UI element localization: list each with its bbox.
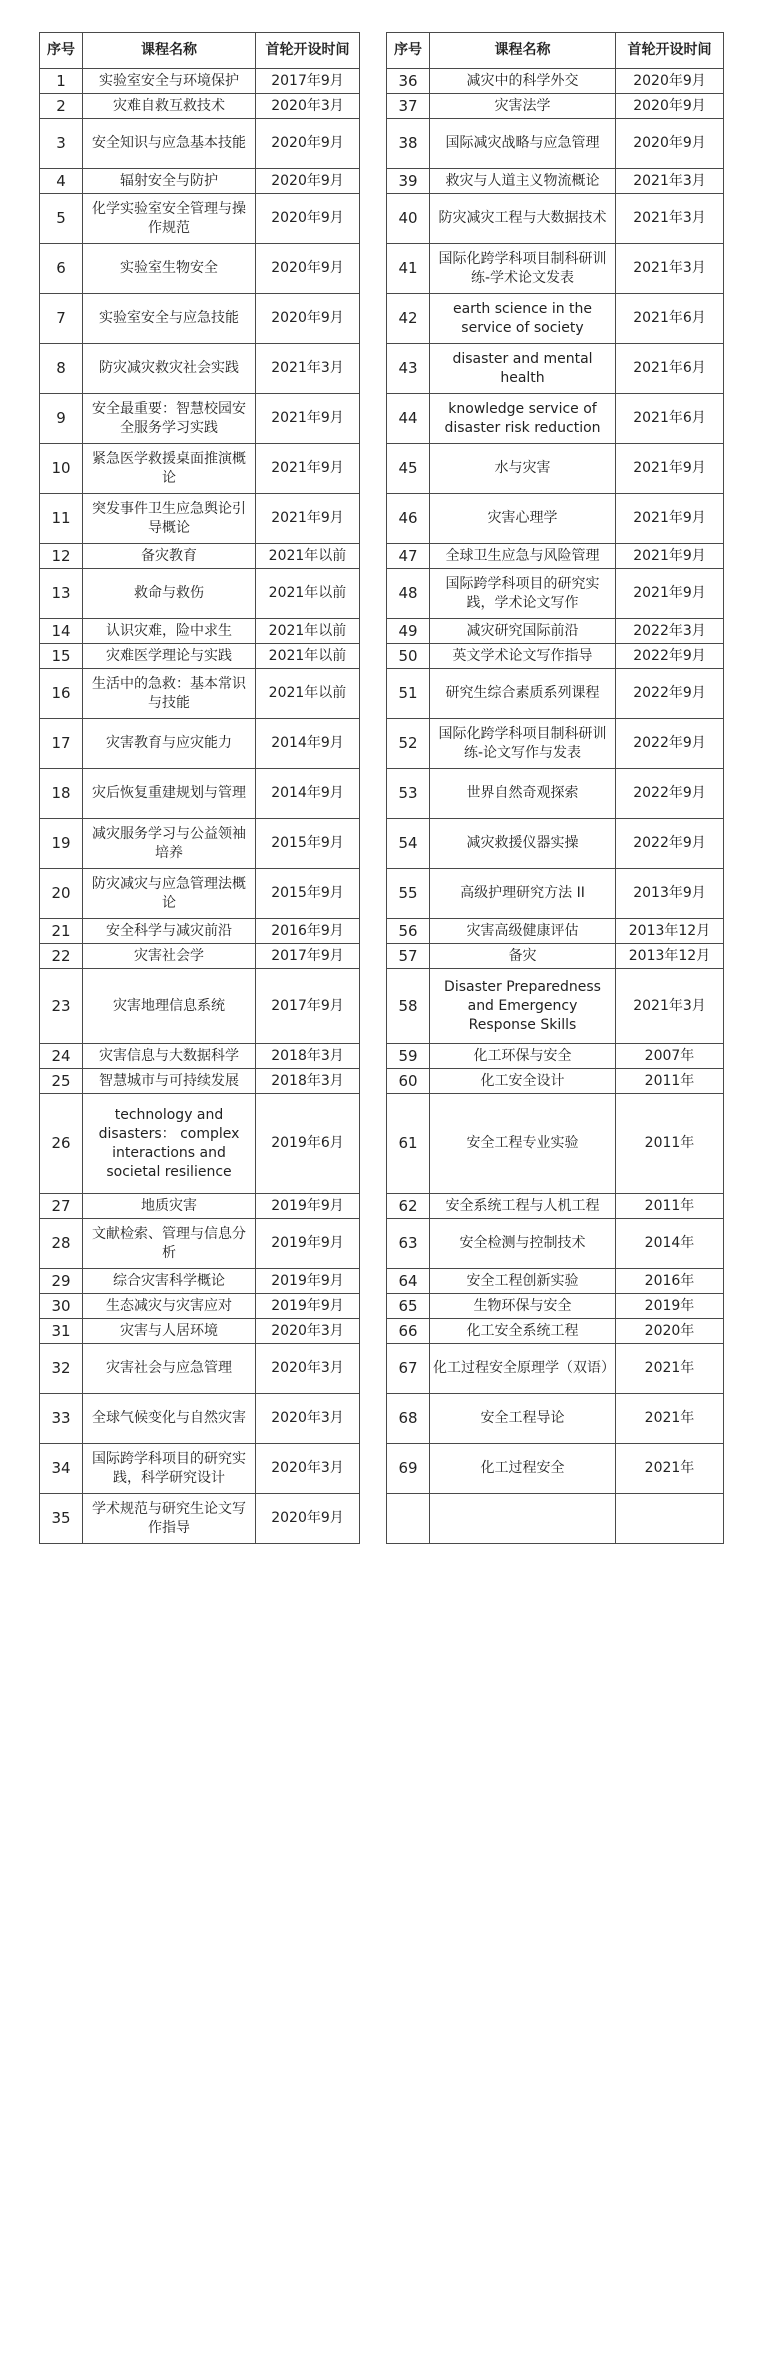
course-start-time: 2020年9月 — [256, 294, 360, 344]
course-start-time: 2022年9月 — [616, 819, 724, 869]
course-start-time: 2019年9月 — [256, 1194, 360, 1219]
course-name: 灾害与人居环境 — [83, 1319, 256, 1344]
course-number: 65 — [387, 1294, 430, 1319]
course-name: 备灾 — [430, 944, 616, 969]
course-name: 实验室生物安全 — [83, 244, 256, 294]
course-name: 认识灾难，险中求生 — [83, 619, 256, 644]
course-name: 安全检测与控制技术 — [430, 1219, 616, 1269]
table-row — [387, 569, 724, 619]
course-name: 生活中的急救：基本常识与技能 — [83, 669, 256, 719]
course-name: earth science in the service of society — [430, 294, 616, 344]
course-name: 安全工程创新实验 — [430, 1269, 616, 1294]
course-number: 5 — [40, 194, 83, 244]
course-start-time: 2011年 — [616, 1094, 724, 1194]
course-name: 国际跨学科项目的研究实践，学术论文写作 — [430, 569, 616, 619]
course-number: 16 — [40, 669, 83, 719]
table-row — [387, 544, 724, 569]
table-row — [40, 1044, 360, 1069]
table-row — [387, 1394, 724, 1444]
course-start-time: 2011年 — [616, 1194, 724, 1219]
course-number: 36 — [387, 69, 430, 94]
course-number: 4 — [40, 169, 83, 194]
course-start-time: 2022年9月 — [616, 769, 724, 819]
course-start-time: 2018年3月 — [256, 1044, 360, 1069]
course-start-time: 2021年 — [616, 1394, 724, 1444]
table-row — [387, 94, 724, 119]
course-name: 安全最重要：智慧校园安全服务学习实践 — [83, 394, 256, 444]
table-row — [40, 869, 360, 919]
course-number: 35 — [40, 1494, 83, 1544]
table-row — [40, 69, 360, 94]
course-start-time: 2021年以前 — [256, 644, 360, 669]
course-number: 37 — [387, 94, 430, 119]
course-name: 化工安全系统工程 — [430, 1319, 616, 1344]
course-start-time: 2022年9月 — [616, 719, 724, 769]
course-start-time: 2021年 — [616, 1444, 724, 1494]
course-number: 48 — [387, 569, 430, 619]
course-number: 39 — [387, 169, 430, 194]
course-number: 27 — [40, 1194, 83, 1219]
course-number: 20 — [40, 869, 83, 919]
course-name: 备灾教育 — [83, 544, 256, 569]
table-row — [40, 544, 360, 569]
course-start-time: 2021年以前 — [256, 569, 360, 619]
course-start-time: 2011年 — [616, 1069, 724, 1094]
course-start-time: 2019年9月 — [256, 1294, 360, 1319]
course-name: 化工环保与安全 — [430, 1044, 616, 1069]
course-number: 22 — [40, 944, 83, 969]
course-number: 46 — [387, 494, 430, 544]
course-start-time: 2020年 — [616, 1319, 724, 1344]
table-row — [40, 769, 360, 819]
course-name: 突发事件卫生应急舆论引导概论 — [83, 494, 256, 544]
course-start-time: 2018年3月 — [256, 1069, 360, 1094]
course-number: 41 — [387, 244, 430, 294]
course-start-time: 2013年9月 — [616, 869, 724, 919]
course-name: 减灾中的科学外交 — [430, 69, 616, 94]
course-number: 18 — [40, 769, 83, 819]
course-start-time: 2021年以前 — [256, 544, 360, 569]
course-number: 69 — [387, 1444, 430, 1494]
course-name: 化工安全设计 — [430, 1069, 616, 1094]
table-row — [387, 244, 724, 294]
course-number: 11 — [40, 494, 83, 544]
course-name: 防灾减灾工程与大数据技术 — [430, 194, 616, 244]
table-row — [387, 119, 724, 169]
course-start-time: 2017年9月 — [256, 944, 360, 969]
table-row — [40, 344, 360, 394]
course-number: 55 — [387, 869, 430, 919]
course-start-time: 2019年9月 — [256, 1269, 360, 1294]
course-number: 2 — [40, 94, 83, 119]
course-start-time: 2021年3月 — [616, 169, 724, 194]
table-row — [387, 619, 724, 644]
table-row — [40, 719, 360, 769]
course-number: 38 — [387, 119, 430, 169]
table-row — [40, 194, 360, 244]
course-start-time: 2021年6月 — [616, 344, 724, 394]
course-name: 灾害社会学 — [83, 944, 256, 969]
course-number: 43 — [387, 344, 430, 394]
course-number: 57 — [387, 944, 430, 969]
course-start-time: 2020年9月 — [616, 94, 724, 119]
table-row — [40, 294, 360, 344]
course-start-time: 2021年9月 — [616, 494, 724, 544]
course-name: 灾难自救互救技术 — [83, 94, 256, 119]
course-name: 紧急医学救援桌面推演概论 — [83, 444, 256, 494]
table-row — [387, 494, 724, 544]
course-name: 水与灾害 — [430, 444, 616, 494]
course-name: 实验室安全与应急技能 — [83, 294, 256, 344]
table-row — [40, 1294, 360, 1319]
course-start-time: 2021年3月 — [616, 194, 724, 244]
table-row — [40, 169, 360, 194]
table-row — [40, 944, 360, 969]
course-start-time: 2022年9月 — [616, 644, 724, 669]
table-row — [387, 194, 724, 244]
course-start-time: 2021年6月 — [616, 394, 724, 444]
course-number: 12 — [40, 544, 83, 569]
table-row — [387, 69, 724, 94]
course-number: 3 — [40, 119, 83, 169]
course-number: 60 — [387, 1069, 430, 1094]
table-row — [387, 1344, 724, 1394]
course-name: 安全知识与应急基本技能 — [83, 119, 256, 169]
table-row — [387, 394, 724, 444]
course-number: 14 — [40, 619, 83, 644]
course-name: 安全工程导论 — [430, 1394, 616, 1444]
table-row — [387, 944, 724, 969]
course-number: 9 — [40, 394, 83, 444]
course-start-time: 2015年9月 — [256, 869, 360, 919]
table-row — [387, 869, 724, 919]
course-number: 24 — [40, 1044, 83, 1069]
course-number: 10 — [40, 444, 83, 494]
course-start-time: 2021年9月 — [616, 544, 724, 569]
course-name: 实验室安全与环境保护 — [83, 69, 256, 94]
course-start-time: 2014年9月 — [256, 769, 360, 819]
course-number: 40 — [387, 194, 430, 244]
table-row — [40, 119, 360, 169]
course-name: 灾难医学理论与实践 — [83, 644, 256, 669]
table-row — [40, 1494, 360, 1544]
course-number: 30 — [40, 1294, 83, 1319]
course-name: 地质灾害 — [83, 1194, 256, 1219]
course-number: 6 — [40, 244, 83, 294]
course-start-time: 2021年6月 — [616, 294, 724, 344]
course-start-time: 2021年3月 — [616, 244, 724, 294]
course-number: 63 — [387, 1219, 430, 1269]
course-start-time: 2020年9月 — [616, 119, 724, 169]
course-number: 34 — [40, 1444, 83, 1494]
course-name: 灾害地理信息系统 — [83, 969, 256, 1044]
course-number: 66 — [387, 1319, 430, 1344]
table-row — [387, 1069, 724, 1094]
course-number: 28 — [40, 1219, 83, 1269]
course-number: 67 — [387, 1344, 430, 1394]
course-number: 26 — [40, 1094, 83, 1194]
table-row — [387, 1319, 724, 1344]
course-number: 56 — [387, 919, 430, 944]
course-start-time: 2020年9月 — [256, 169, 360, 194]
table-row — [40, 569, 360, 619]
course-number: 31 — [40, 1319, 83, 1344]
table-row — [387, 719, 724, 769]
table-row — [387, 644, 724, 669]
course-number: 33 — [40, 1394, 83, 1444]
course-table-right — [386, 32, 724, 1544]
course-name: 灾害高级健康评估 — [430, 919, 616, 944]
course-number: 7 — [40, 294, 83, 344]
course-start-time: 2013年12月 — [616, 919, 724, 944]
table-row — [40, 1269, 360, 1294]
course-number: 49 — [387, 619, 430, 644]
course-name: 灾害心理学 — [430, 494, 616, 544]
course-start-time: 2016年 — [616, 1269, 724, 1294]
course-start-time: 2020年3月 — [256, 1444, 360, 1494]
course-name: 防灾减灾救灾社会实践 — [83, 344, 256, 394]
course-name: 灾害社会与应急管理 — [83, 1344, 256, 1394]
course-name: 化学实验室安全管理与操作规范 — [83, 194, 256, 244]
course-name: 国际化跨学科项目制科研训练-学术论文发表 — [430, 244, 616, 294]
course-name: 化工过程安全 — [430, 1444, 616, 1494]
course-start-time: 2020年9月 — [256, 1494, 360, 1544]
course-number: 51 — [387, 669, 430, 719]
course-number: 32 — [40, 1344, 83, 1394]
course-start-time: 2019年 — [616, 1294, 724, 1319]
course-name: 世界自然奇观探索 — [430, 769, 616, 819]
course-start-time: 2022年9月 — [616, 669, 724, 719]
table-row — [387, 819, 724, 869]
table-row — [387, 1094, 724, 1194]
course-name: technology and disasters： complex interactions and societal resilience — [83, 1094, 256, 1194]
course-name: knowledge service of disaster risk reduction — [430, 394, 616, 444]
table-row — [387, 1044, 724, 1069]
course-number: 15 — [40, 644, 83, 669]
table-row — [40, 1319, 360, 1344]
table-row — [40, 1194, 360, 1219]
course-name: 国际减灾战略与应急管理 — [430, 119, 616, 169]
table-row — [40, 644, 360, 669]
course-start-time — [616, 1494, 724, 1544]
table-row — [387, 1444, 724, 1494]
course-start-time: 2014年9月 — [256, 719, 360, 769]
course-start-time: 2020年9月 — [616, 69, 724, 94]
course-number: 52 — [387, 719, 430, 769]
course-number: 13 — [40, 569, 83, 619]
course-number: 17 — [40, 719, 83, 769]
table-row — [40, 494, 360, 544]
header-course-name: 课程名称 — [430, 33, 616, 69]
course-start-time: 2021年9月 — [256, 494, 360, 544]
course-name: 辐射安全与防护 — [83, 169, 256, 194]
course-name: 化工过程安全原理学（双语） — [430, 1344, 616, 1394]
course-number: 42 — [387, 294, 430, 344]
course-name: 生态减灾与灾害应对 — [83, 1294, 256, 1319]
course-start-time: 2020年3月 — [256, 94, 360, 119]
course-number: 61 — [387, 1094, 430, 1194]
table-row — [40, 1094, 360, 1194]
table-row — [387, 769, 724, 819]
course-name: 灾害教育与应灾能力 — [83, 719, 256, 769]
course-name: 英文学术论文写作指导 — [430, 644, 616, 669]
course-name: disaster and mental health — [430, 344, 616, 394]
course-number: 23 — [40, 969, 83, 1044]
course-start-time: 2021年 — [616, 1344, 724, 1394]
table-header-row — [387, 33, 724, 69]
course-name: 安全科学与减灾前沿 — [83, 919, 256, 944]
course-number: 25 — [40, 1069, 83, 1094]
course-name: 国际化跨学科项目制科研训练-论文写作与发表 — [430, 719, 616, 769]
table-row — [40, 669, 360, 719]
header-course-name: 课程名称 — [83, 33, 256, 69]
course-start-time: 2021年3月 — [256, 344, 360, 394]
course-start-time: 2020年3月 — [256, 1344, 360, 1394]
course-start-time: 2020年9月 — [256, 119, 360, 169]
table-header-row — [40, 33, 360, 69]
course-number: 29 — [40, 1269, 83, 1294]
course-name: 防灾减灾与应急管理法概论 — [83, 869, 256, 919]
table-row — [40, 444, 360, 494]
course-number: 50 — [387, 644, 430, 669]
course-number: 45 — [387, 444, 430, 494]
course-number: 44 — [387, 394, 430, 444]
table-row — [40, 1219, 360, 1269]
course-number: 19 — [40, 819, 83, 869]
course-name: 安全系统工程与人机工程 — [430, 1194, 616, 1219]
course-number: 59 — [387, 1044, 430, 1069]
table-row — [40, 394, 360, 444]
course-name: 高级护理研究方法 II — [430, 869, 616, 919]
course-name: 文献检索、管理与信息分析 — [83, 1219, 256, 1269]
course-start-time: 2022年3月 — [616, 619, 724, 644]
table-row — [40, 1069, 360, 1094]
course-name: 灾害法学 — [430, 94, 616, 119]
table-row — [387, 1194, 724, 1219]
course-number: 58 — [387, 969, 430, 1044]
table-row — [387, 169, 724, 194]
course-name: 灾害信息与大数据科学 — [83, 1044, 256, 1069]
course-name: 全球卫生应急与风险管理 — [430, 544, 616, 569]
course-number: 62 — [387, 1194, 430, 1219]
header-number: 序号 — [40, 33, 83, 69]
table-row — [40, 94, 360, 119]
course-number: 53 — [387, 769, 430, 819]
course-name: 国际跨学科项目的研究实践，科学研究设计 — [83, 1444, 256, 1494]
table-row — [387, 669, 724, 719]
course-number: 47 — [387, 544, 430, 569]
course-start-time: 2019年6月 — [256, 1094, 360, 1194]
course-start-time: 2021年以前 — [256, 669, 360, 719]
course-name: 救灾与人道主义物流概论 — [430, 169, 616, 194]
course-number — [387, 1494, 430, 1544]
course-name: 减灾研究国际前沿 — [430, 619, 616, 644]
header-start-time: 首轮开设时间 — [616, 33, 724, 69]
course-name: 减灾服务学习与公益领袖培养 — [83, 819, 256, 869]
table-row — [40, 819, 360, 869]
course-start-time: 2015年9月 — [256, 819, 360, 869]
course-number: 68 — [387, 1394, 430, 1444]
course-name: 灾后恢复重建规划与管理 — [83, 769, 256, 819]
course-start-time: 2019年9月 — [256, 1219, 360, 1269]
course-start-time: 2021年9月 — [256, 444, 360, 494]
course-name: 研究生综合素质系列课程 — [430, 669, 616, 719]
course-name: 救命与救伤 — [83, 569, 256, 619]
table-row — [387, 1219, 724, 1269]
table-row — [40, 1344, 360, 1394]
course-start-time: 2007年 — [616, 1044, 724, 1069]
table-row — [387, 1494, 724, 1544]
course-name: 安全工程专业实验 — [430, 1094, 616, 1194]
course-start-time: 2020年3月 — [256, 1319, 360, 1344]
header-start-time: 首轮开设时间 — [256, 33, 360, 69]
course-name: 全球气候变化与自然灾害 — [83, 1394, 256, 1444]
course-name: 学术规范与研究生论文写作指导 — [83, 1494, 256, 1544]
table-row — [387, 444, 724, 494]
course-name — [430, 1494, 616, 1544]
course-number: 64 — [387, 1269, 430, 1294]
course-name: 生物环保与安全 — [430, 1294, 616, 1319]
course-start-time: 2020年9月 — [256, 194, 360, 244]
table-row — [40, 619, 360, 644]
table-row — [40, 919, 360, 944]
table-row — [387, 919, 724, 944]
course-start-time: 2017年9月 — [256, 969, 360, 1044]
course-start-time: 2020年3月 — [256, 1394, 360, 1444]
table-row — [40, 244, 360, 294]
course-name: 综合灾害科学概论 — [83, 1269, 256, 1294]
course-name: 智慧城市与可持续发展 — [83, 1069, 256, 1094]
course-start-time: 2021年9月 — [616, 569, 724, 619]
course-number: 21 — [40, 919, 83, 944]
course-number: 1 — [40, 69, 83, 94]
course-name: 减灾救援仪器实操 — [430, 819, 616, 869]
header-number: 序号 — [387, 33, 430, 69]
table-row — [387, 294, 724, 344]
course-start-time: 2021年3月 — [616, 969, 724, 1044]
table-row — [387, 1269, 724, 1294]
table-row — [387, 344, 724, 394]
table-row — [387, 1294, 724, 1319]
course-start-time: 2021年9月 — [256, 394, 360, 444]
course-start-time: 2020年9月 — [256, 244, 360, 294]
course-number: 54 — [387, 819, 430, 869]
course-name: Disaster Preparedness and Emergency Response Skills — [430, 969, 616, 1044]
course-start-time: 2017年9月 — [256, 69, 360, 94]
course-start-time: 2014年 — [616, 1219, 724, 1269]
table-row — [40, 1394, 360, 1444]
course-start-time: 2021年以前 — [256, 619, 360, 644]
course-table-left — [39, 32, 360, 1544]
table-row — [387, 969, 724, 1044]
table-row — [40, 969, 360, 1044]
course-number: 8 — [40, 344, 83, 394]
course-start-time: 2016年9月 — [256, 919, 360, 944]
course-start-time: 2021年9月 — [616, 444, 724, 494]
course-start-time: 2013年12月 — [616, 944, 724, 969]
table-row — [40, 1444, 360, 1494]
